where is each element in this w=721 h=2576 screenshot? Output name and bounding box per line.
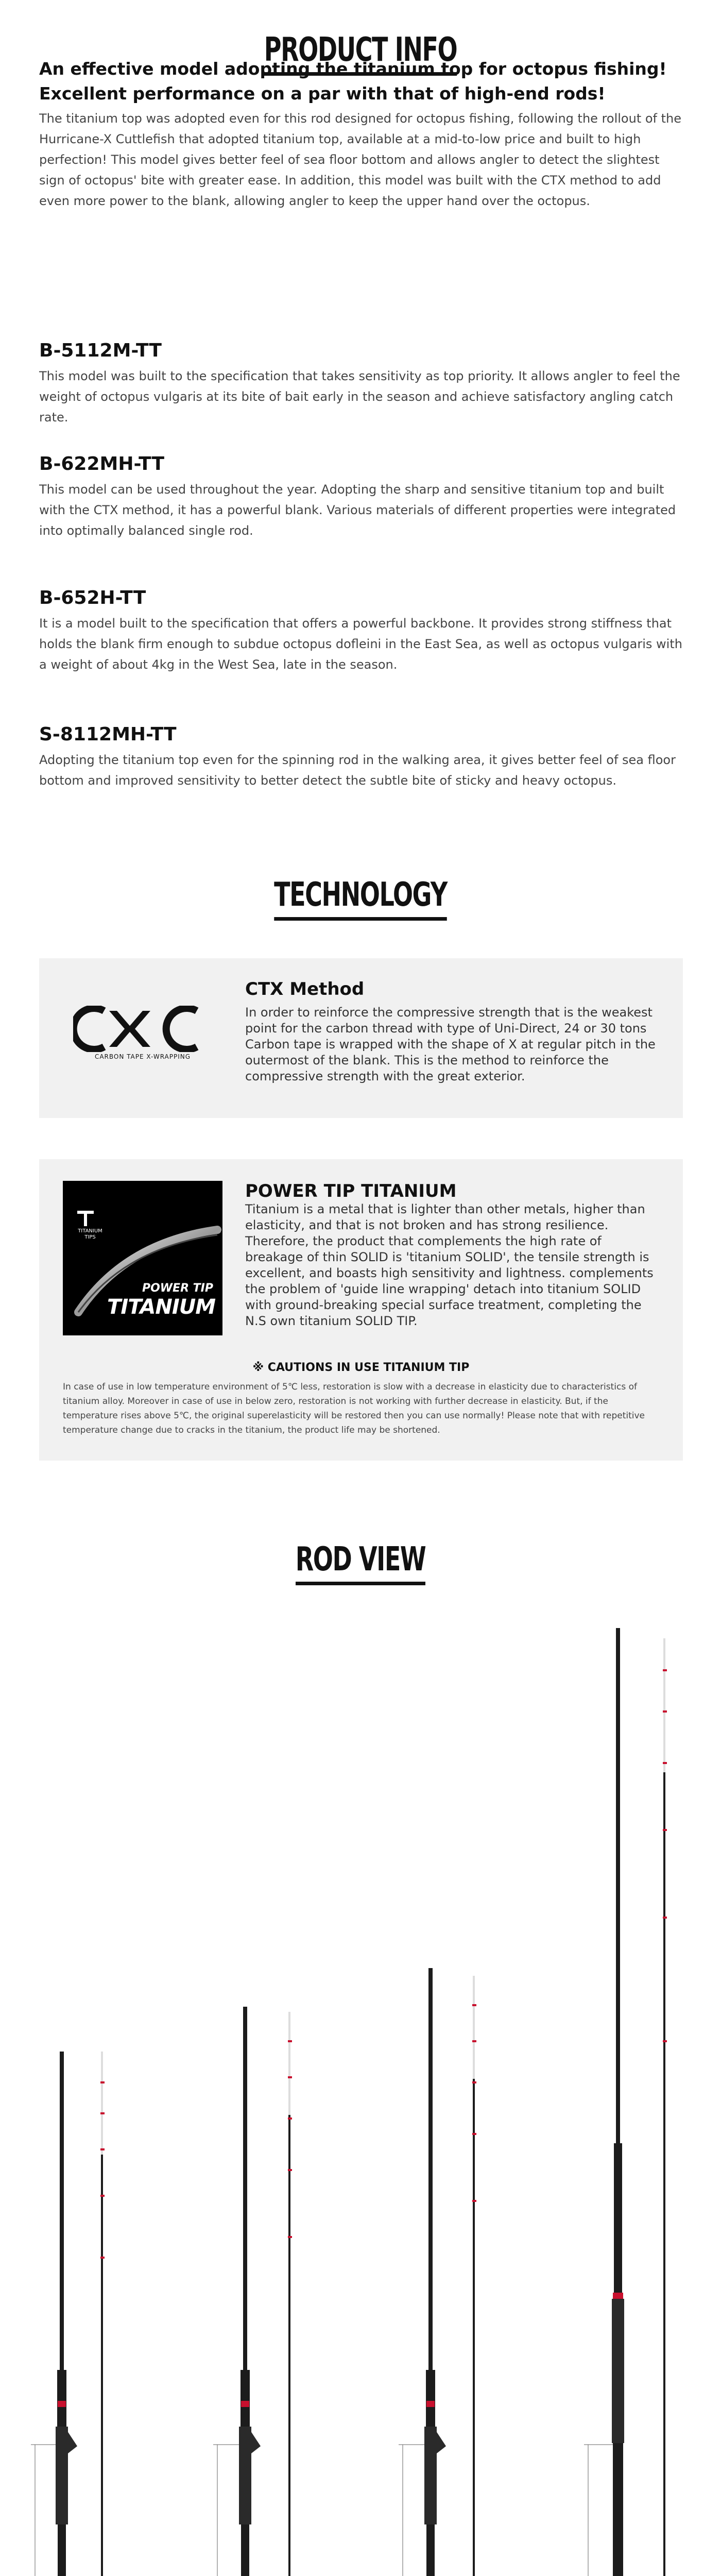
rod-view-title: ROD VIEW — [101, 1540, 620, 1579]
rod-1-blank — [60, 2052, 64, 2371]
caution-text: In case of use in low temperature environment of 5℃ less, restoration is slow with a decrease in elasticity due to characteristics of titanium alloy. Moreover in case of use in below zero, restoration is not working with further decrease in elasticity. But, if the temperature rises above 5℃, the original superelasticity will be restored then you can use normally! Please note that with repetitive temperature change due to cracks in the titanium, the product life may be shortened. — [63, 1382, 645, 1435]
model-name-1: B-5112M-TT — [39, 340, 162, 361]
ctx-title: CTX Method — [245, 979, 365, 999]
rod-1-illustration — [31, 2052, 105, 2576]
model-desc-3: It is a model built to the specification that offers a powerful backbone. It provides strong stiffness that holds the blank firm enough to subdue octopus dofleini in the East Sea, as well as octopus vulgaris with a weight of about 4kg in the West Sea, late in the season. — [39, 616, 682, 672]
model-name-3: B-652H-TT — [39, 587, 146, 608]
caution-title: ※ CAUTIONS IN USE TITANIUM TIP — [252, 1361, 470, 1374]
model-desc-1: This model was built to the specification that takes sensitivity as top priority. It allows angler to feel the weight of octopus vulgaris at its bite of bait early in the season and achieve satisfactory angling catch rate. — [39, 369, 680, 425]
rod-2-illustration — [213, 2007, 292, 2576]
logo-power-tip-text: POWER TIP — [142, 1282, 213, 1295]
technology-title: TECHNOLOGY — [101, 876, 620, 914]
model-desc-2: This model can be used throughout the year. Adopting the sharp and sensitive titanium top and built with the CTX method, it has a powerful blank. Various materials of different properties were integrated into optimally balanced single rod. — [39, 482, 676, 538]
power-tip-title: POWER TIP TITANIUM — [245, 1181, 457, 1201]
badge-line-2: TIPS — [84, 1234, 96, 1240]
model-name-2: B-622MH-TT — [39, 453, 165, 474]
product-intro: The titanium top was adopted even for this rod designed for octopus fishing, following the rollout of the Hurricane-X Cuttlefish that adopted titanium top, available at a mid-to-low price and built to high perfection! This model gives better feel of sea floor bottom and allows angler to detect the slightest sign of octopus' bite with greater ease. In addition, this model was built with the CTX method to add even more power to the blank, allowing angler to keep the upper hand over the octopus. — [39, 111, 682, 208]
model-desc-4: Adopting the titanium top even for the spinning rod in the walking area, it gives better feel of sea floor bottom and improved sensitivity to better detect the subtle bite of sticky and heavy octopus. — [39, 753, 676, 788]
rod-3-illustration — [399, 1968, 476, 2576]
rod-4-illustration — [584, 1628, 667, 2576]
ctx-logo-subtitle: CARBON TAPE X-WRAPPING — [94, 1053, 191, 1060]
product-info-title: PRODUCT INFO — [101, 31, 620, 69]
model-name-4: S-8112MH-TT — [39, 724, 177, 745]
ctx-desc: In order to reinforce the compressive strength that is the weakest point for the carbon thread with type of Uni-Direct, 24 or 30 tons Carbon tape is wrapped with the shape of X at regular pitch in the outermost of the blank. This is the method to reinforce the compressive strength with the great exterior. — [245, 1005, 656, 1083]
power-tip-desc: Titanium is a metal that is lighter than other metals, higher than elasticity, and that is not broken and has strong resilience. Therefore, the product that complements the high rate of breakage of thin SOLID is 'titanium SOLID', the tensile strength is excellent, and boasts high sensitivity and lightness. complements the problem of 'guide line wrapping' detach into titanium SOLID with ground-breaking special surface treatment, completing the N.S own titanium SOLID TIP. — [245, 1202, 654, 1328]
product-headline: An effective model adopting the titanium top for octopus fishing! Excellent performance on a par with that of high-end rods! — [39, 59, 667, 104]
badge-line-1: TITANIUM — [78, 1228, 102, 1234]
logo-titanium-text: TITANIUM — [107, 1295, 215, 1319]
